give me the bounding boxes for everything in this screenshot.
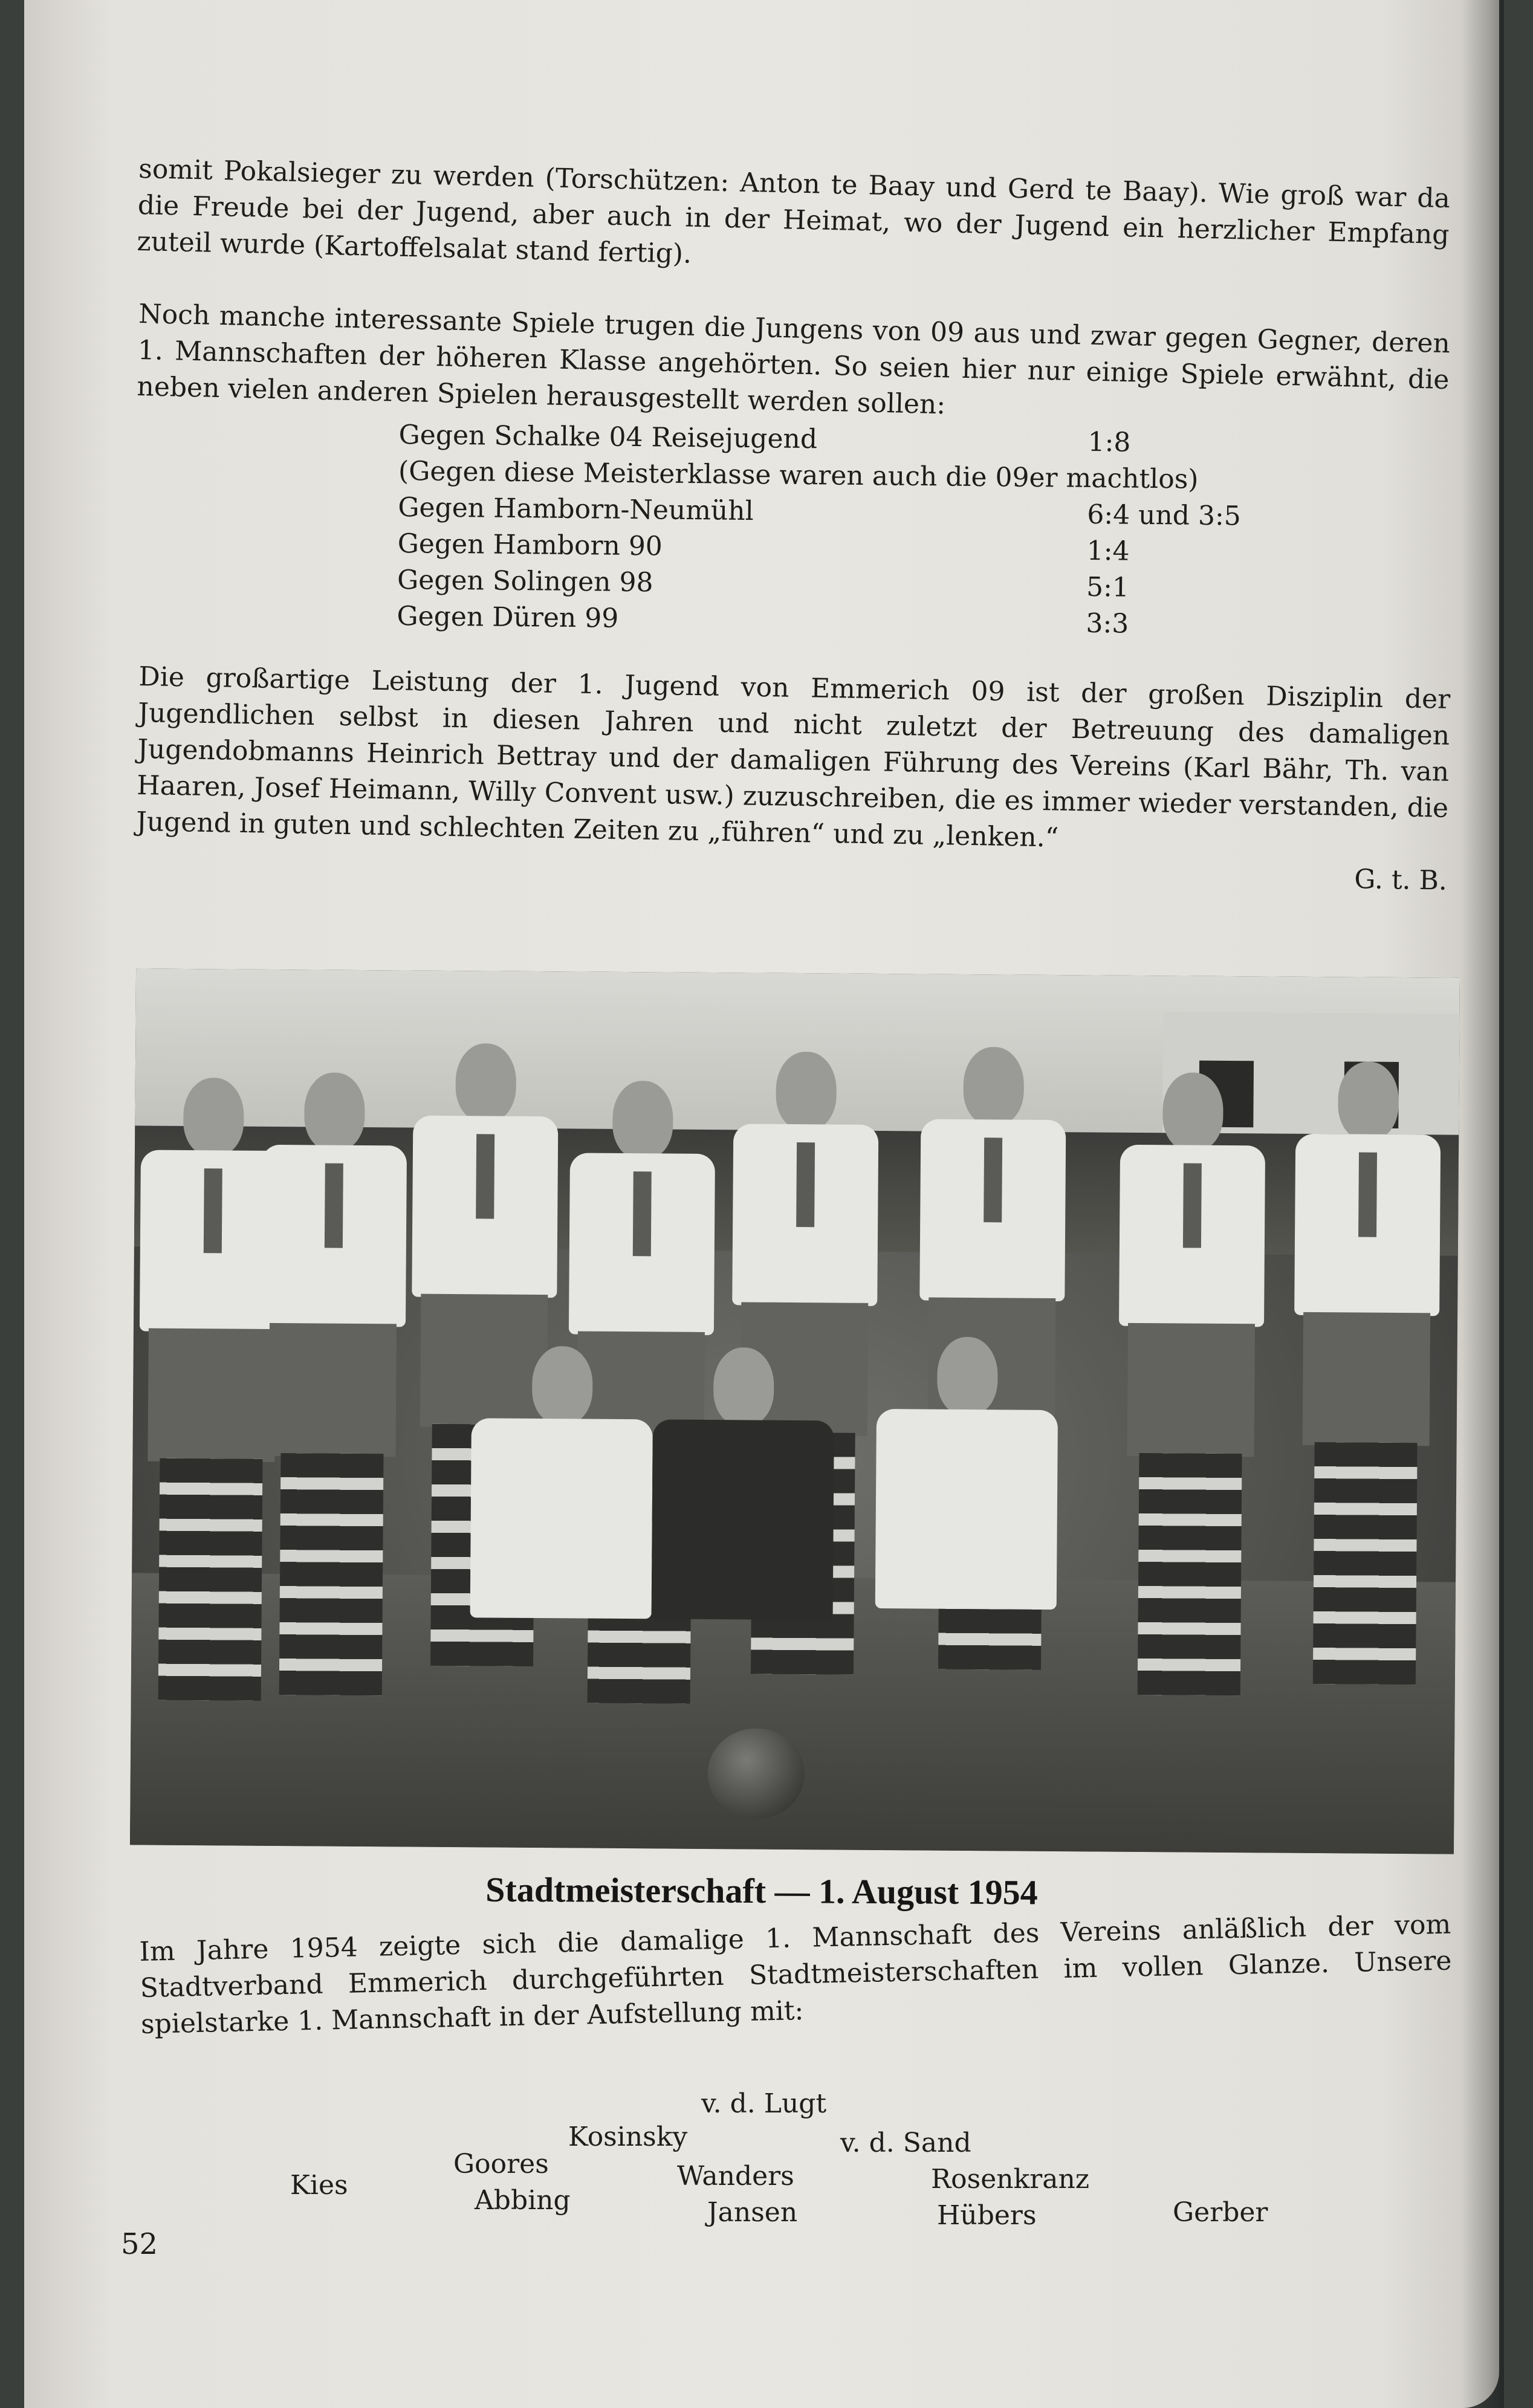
match-opponent: Gegen Solingen 98	[397, 564, 653, 598]
lineup-back-right: v. d. Sand	[840, 2128, 971, 2158]
match-score: 1:4	[1086, 535, 1130, 567]
match-score: 1:8	[1087, 426, 1131, 458]
football	[707, 1728, 805, 1819]
lineup-half-right: Rosenkranz	[931, 2164, 1090, 2195]
lineup-forward: Abbing	[475, 2185, 571, 2216]
match-note: (Gegen diese Meisterklasse waren auch die 09er machtlos)	[398, 455, 1199, 495]
paragraph-body: Die großartige Leistung der 1. Jugend von Emmerich 09 ist der großen Disziplin der Jugendlichen selbst in diesen Jahren und nicht zuletzt der Betreuung des damaligen Jugendobmanns Heinrich Bettray und der damaligen Führung des Vereins (Karl Bähr, Th. van Haaren, Josef Heimann, Willy Convent usw.) zuzuschreiben, die es immer wieder verstanden, die Jugend in guten und schlechten Zeiten zu „führen“ und zu „lenken.“	[135, 661, 1451, 853]
match-opponent: Gegen Hamborn 90	[397, 528, 663, 562]
photo-caption: Stadtmeisterschaft — 1. August 1954	[485, 1869, 1038, 1912]
lineup-forward: Kies	[290, 2170, 348, 2201]
match-score: 5:1	[1086, 571, 1130, 603]
match-opponent: Gegen Hamborn-Neumühl	[398, 491, 754, 527]
paragraph-1954-team: Im Jahre 1954 zeigte sich die damalige 1. Mannschaft des Vereins anläßlich der vom Stadtverband Emmerich durchgeführten Stadtmeisterschaften im vollen Glanze. Unsere spielstarke 1. Mannschaft in der Aufstellung mit:	[139, 1909, 1452, 2040]
paragraph-youth-performance	[135, 659, 1451, 899]
page-number: 52	[121, 2227, 158, 2261]
lineup-forward: Hübers	[937, 2200, 1037, 2231]
lineup-goalkeeper: v. d. Lugt	[701, 2088, 827, 2119]
lineup-back-left: Kosinsky	[568, 2122, 688, 2152]
team-photo	[130, 968, 1460, 1854]
kneeling-goalkeeper	[650, 1347, 835, 1783]
paragraph-other-matches: Noch manche interessante Spiele trugen die Jungens von 09 aus und zwar gegen Gegner, deren 1. Mannschaften der höheren Klasse angehörten. So seien hier nur einige Spiele erwähnt, die neben vielen anderen Spielen herausgestellt werden sollen:	[137, 298, 1451, 421]
match-results-list	[397, 417, 1366, 645]
match-opponent: Gegen Düren 99	[397, 600, 619, 634]
lineup-forward: Gerber	[1173, 2197, 1268, 2228]
kneeling-player	[874, 1336, 1058, 1773]
match-opponent: Gegen Schalke 04 Reisejugend	[398, 419, 818, 455]
book-page	[24, 0, 1499, 2408]
kneeling-player	[469, 1345, 653, 1782]
author-signature: G. t. B.	[1353, 864, 1448, 896]
match-score: 3:3	[1086, 607, 1129, 639]
paragraph-cup-win: somit Pokalsieger zu werden (Torschützen: Anton te Baay und Gerd te Baay). Wie groß war da die Freude bei der Jugend, aber auch in der Heimat, wo der Jugend ein herzlicher Empfang zuteil wurde (Kartoffelsalat stand fertig).	[137, 153, 1451, 270]
lineup-half-center: Wanders	[677, 2161, 794, 2192]
match-score: 6:4 und 3:5	[1087, 499, 1242, 532]
page-spine-shadow	[1462, 0, 1504, 2408]
lineup-half-left: Goores	[453, 2149, 549, 2180]
lineup-forward: Jansen	[707, 2197, 798, 2228]
